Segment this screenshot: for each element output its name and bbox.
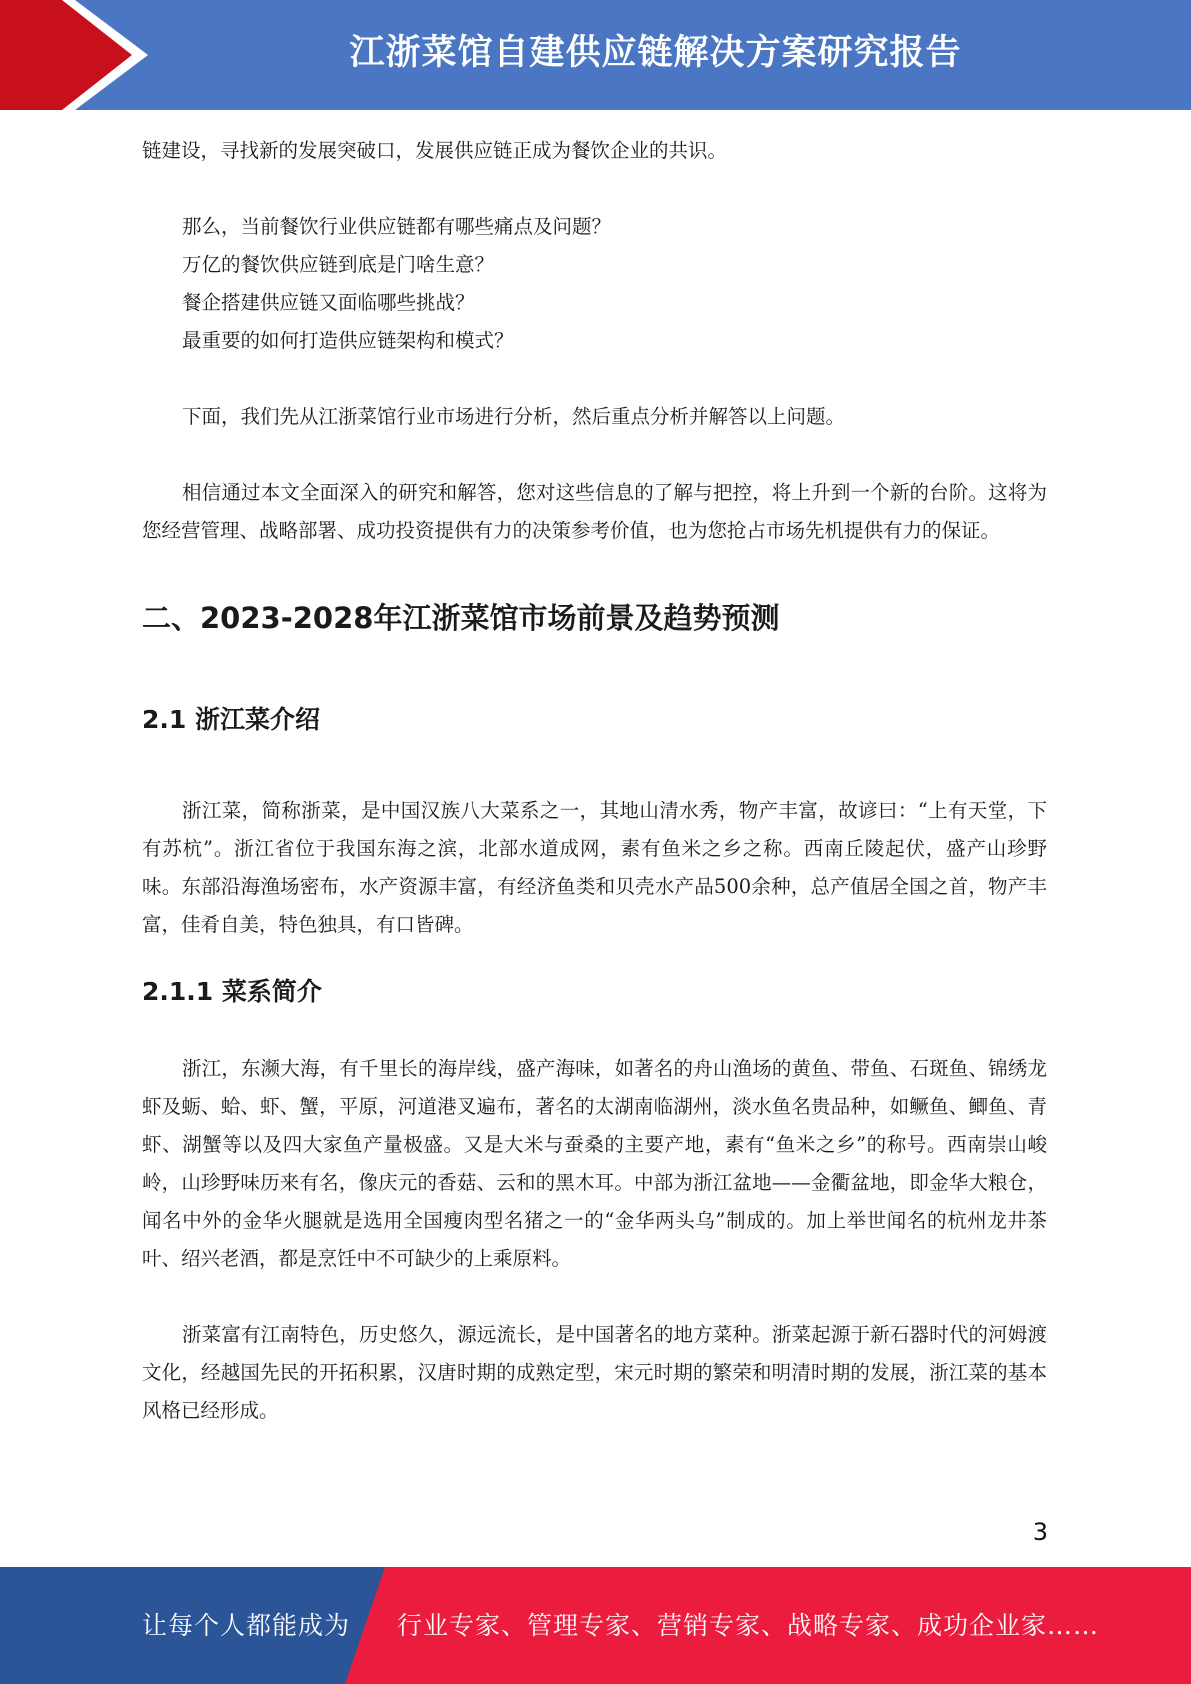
footer-slogan-right: 行业专家、管理专家、营销专家、战略专家、成功企业家……	[397, 1611, 1100, 1640]
footer-slogan-left: 让每个人都能成为	[142, 1611, 351, 1640]
cuisine-history-paragraph: 浙菜富有江南特色，历史悠久，源远流长，是中国著名的地方菜种。浙菜起源于新石器时代的河姆渡文化，经越国先民的开拓积累，汉唐时期的成熟定型，宋元时期的繁荣和明清时期的发展，浙江菜的基本风格已经形成。	[142, 1323, 1047, 1422]
next-step-paragraph: 下面，我们先从江浙菜馆行业市场进行分析，然后重点分析并解答以上问题。	[182, 405, 846, 428]
section-2-1-1-heading: 2.1.1 菜系简介	[142, 977, 322, 1006]
page-header	[0, 0, 1191, 110]
intro-tail-paragraph: 链建设，寻找新的发展突破口，发展供应链正成为餐饮企业的共识。	[142, 139, 728, 162]
question-list	[142, 208, 1047, 360]
question-item: 那么，当前餐饮行业供应链都有哪些痛点及问题？	[182, 215, 612, 238]
question-item: 万亿的餐饮供应链到底是门啥生意？	[182, 253, 495, 276]
page-content	[142, 132, 1047, 1430]
value-paragraph: 相信通过本文全面深入的研究和解答，您对这些信息的了解与把控，将上升到一个新的台阶。这将为您经营管理、战略部署、成功投资提供有力的决策参考价值，也为您抢占市场先机提供有力的保证。	[142, 481, 1047, 542]
report-title: 江浙菜馆自建供应链解决方案研究报告	[349, 33, 962, 73]
section-2-heading: 二、2023-2028年江浙菜馆市场前景及趋势预测	[142, 601, 780, 635]
page-number: 3	[1032, 1518, 1048, 1546]
page-footer	[0, 1567, 1191, 1684]
question-item: 最重要的如何打造供应链架构和模式？	[182, 329, 514, 352]
question-item: 餐企搭建供应链又面临哪些挑战？	[182, 291, 475, 314]
cuisine-overview-paragraph: 浙江，东濒大海，有千里长的海岸线，盛产海味，如著名的舟山渔场的黄鱼、带鱼、石斑鱼、锦绣龙虾及蛎、蛤、虾、蟹，平原，河道港叉遍布，著名的太湖南临湖州，淡水鱼名贵品种，如鳜鱼、鲫鱼、青虾、湖蟹等以及四大家鱼产量极盛。又是大米与蚕桑的主要产地，素有“鱼米之乡”的称号。西南崇山峻岭，山珍野味历来有名，像庆元的香菇、云和的黑木耳。中部为浙江盆地——金衢盆地，即金华大粮仓，闻名中外的金华火腿就是选用全国瘦肉型名猪之一的“金华两头乌”制成的。加上举世闻名的杭州龙井茶叶、绍兴老酒，都是烹饪中不可缺少的上乘原料。	[142, 1057, 1047, 1270]
zhejiang-cuisine-intro-paragraph: 浙江菜，简称浙菜，是中国汉族八大菜系之一，其地山清水秀，物产丰富，故谚曰：“上有天堂，下有苏杭”。浙江省位于我国东海之滨，北部水道成网，素有鱼米之乡之称。西南丘陵起伏，盛产山珍野味。东部沿海渔场密布，水产资源丰富，有经济鱼类和贝壳水产品500余种，总产值居全国之首，物产丰富，佳肴自美，特色独具，有口皆碑。	[142, 799, 1047, 936]
section-2-1-heading: 2.1 浙江菜介绍	[142, 705, 320, 734]
header-arrow-decoration	[0, 0, 160, 110]
